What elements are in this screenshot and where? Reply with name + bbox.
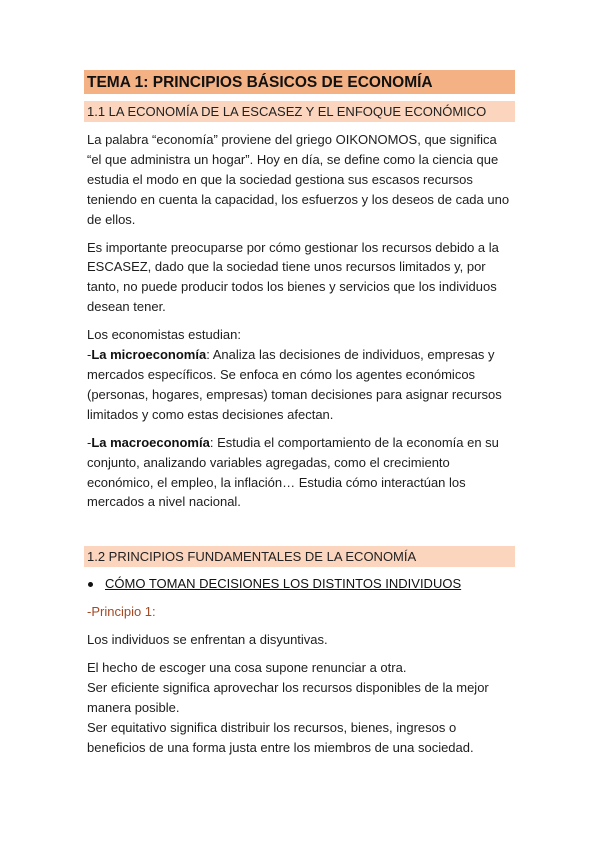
section-heading-1-1: 1.1 LA ECONOMÍA DE LA ESCASEZ Y EL ENFOQUE ECONÓMICO (84, 101, 515, 122)
line-equity: Ser equitativo significa distribuir los recursos, bienes, ingresos o beneficios de una forma justa entre los miembros de una sociedad. (87, 719, 474, 755)
bullet-dot-icon (88, 582, 93, 587)
page-title: TEMA 1: PRINCIPIOS BÁSICOS DE ECONOMÍA (84, 70, 515, 94)
paragraph-tradeoffs: Los individuos se enfrentan a disyuntivas. (87, 632, 328, 648)
paragraph-economists-study (84, 325, 515, 425)
macro-prefix: - (87, 434, 92, 450)
bullet-item (84, 574, 515, 594)
principle-label: -Principio 1: (87, 604, 156, 620)
document-page (84, 70, 515, 758)
bullet-text: CÓMO TOMAN DECISIONES LOS DISTINTOS INDIVIDUOS (105, 576, 462, 592)
macro-term: La macroeconomía (91, 434, 210, 450)
macro-text: : Estudia el comportamiento de la economía en su conjunto, analizando variables agregadas, como el crecimiento económico, el empleo, la inflación… Estudia cómo interactúan los mercados a nivel nacional. (87, 434, 499, 510)
section-heading-1-2: 1.2 PRINCIPIOS FUNDAMENTALES DE LA ECONOMÍA (84, 546, 515, 567)
economists-intro: Los economistas estudian: (87, 327, 241, 343)
micro-text: : Analiza las decisiones de individuos, empresas y mercados específicos. Se enfoca en cómo los agentes económicos (personas, hogares, empresas) toman decisiones para asignar recursos limitados y como estas decisiones afectan. (87, 347, 502, 422)
paragraph-macroeconomics (84, 433, 515, 513)
paragraph-scarcity: Es importante preocuparse por cómo gestionar los recursos debido a la ESCASEZ, dado que la sociedad tiene unos recursos limitados y, por tanto, no puede producir todos los bienes y servicios que los individuos desean tener. (87, 239, 499, 315)
micro-prefix: - (87, 347, 92, 363)
paragraph-efficiency-equity (84, 658, 515, 758)
line-choice: El hecho de escoger una cosa supone renunciar a otra. (87, 660, 407, 676)
paragraph-economy-definition: La palabra “economía” proviene del griego OIKONOMOS, que significa “el que administra un hogar”. Hoy en día, se define como la ciencia que estudia el modo en que la sociedad gestiona sus escasos recursos teniendo en cuenta la capacidad, los esfuerzos y los deseos de cada uno de ellos. (87, 132, 510, 227)
line-efficiency: Ser eficiente significa aprovechar los recursos disponibles de la mejor manera posible. (87, 680, 489, 715)
micro-term: La microeconomía (91, 347, 207, 363)
